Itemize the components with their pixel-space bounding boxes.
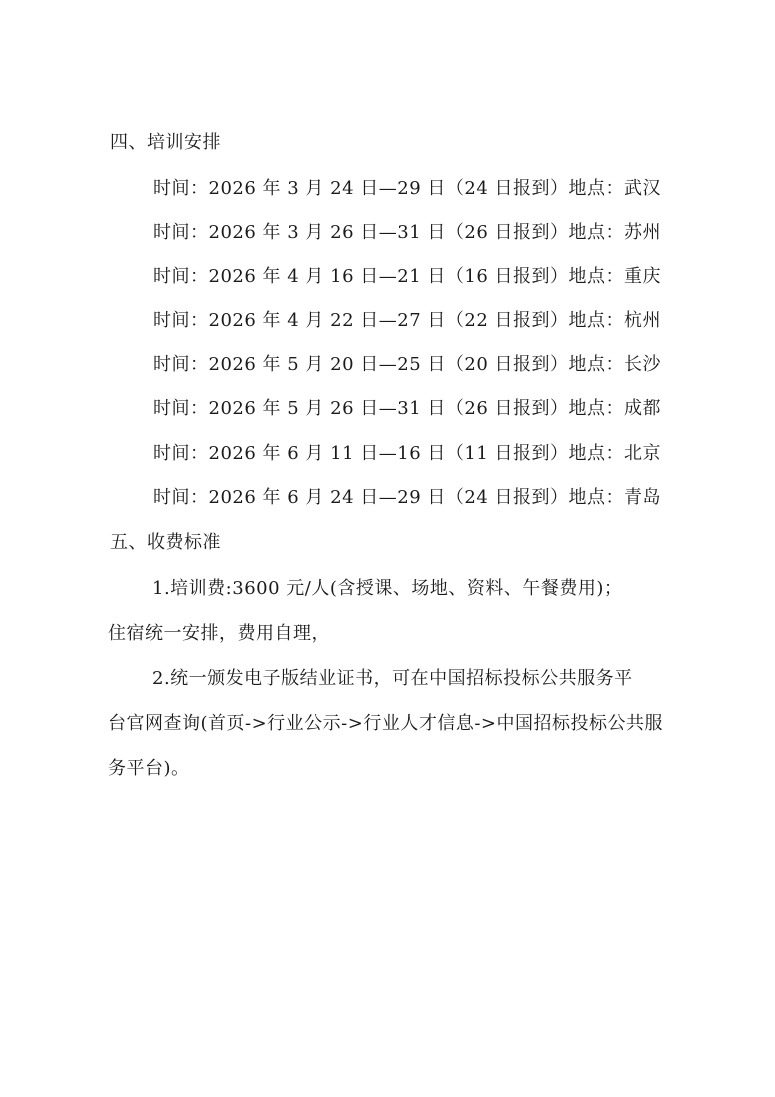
schedule-line: 时间：2026 年 6 月 11 日—16 日（11 日报到）地点：北京 [153,443,662,464]
schedule-line: 时间：2026 年 5 月 26 日—31 日（26 日报到）地点：成都 [153,398,662,419]
fee-item-1-line-2: 住宿统一安排，费用自理， [108,623,330,644]
schedule-line: 时间：2026 年 3 月 26 日—31 日（26 日报到）地点：苏州 [153,222,662,243]
schedule-line: 时间：2026 年 4 月 16 日—21 日（16 日报到）地点：重庆 [153,266,662,287]
fee-item-2-line-3: 务平台)。 [108,758,190,779]
fee-item-2-line-2: 台官网查询(首页->行业公示->行业人才信息->中国招标投标公共服 [108,713,664,734]
section-5-heading: 五、收费标准 [110,532,221,553]
schedule-line: 时间：2026 年 3 月 24 日—29 日（24 日报到）地点：武汉 [153,178,662,199]
schedule-line: 时间：2026 年 4 月 22 日—27 日（22 日报到）地点：杭州 [153,310,662,331]
schedule-line: 时间：2026 年 5 月 20 日—25 日（20 日报到）地点：长沙 [153,354,662,375]
schedule-line: 时间：2026 年 6 月 24 日—29 日（24 日报到）地点：青岛 [153,487,662,508]
fee-item-2-line-1: 2.统一颁发电子版结业证书，可在中国招标投标公共服务平 [152,668,633,689]
section-4-heading: 四、培训安排 [110,132,221,153]
fee-item-1-line-1: 1.培训费:3600 元/人(含授课、场地、资料、午餐费用)； [152,578,623,599]
